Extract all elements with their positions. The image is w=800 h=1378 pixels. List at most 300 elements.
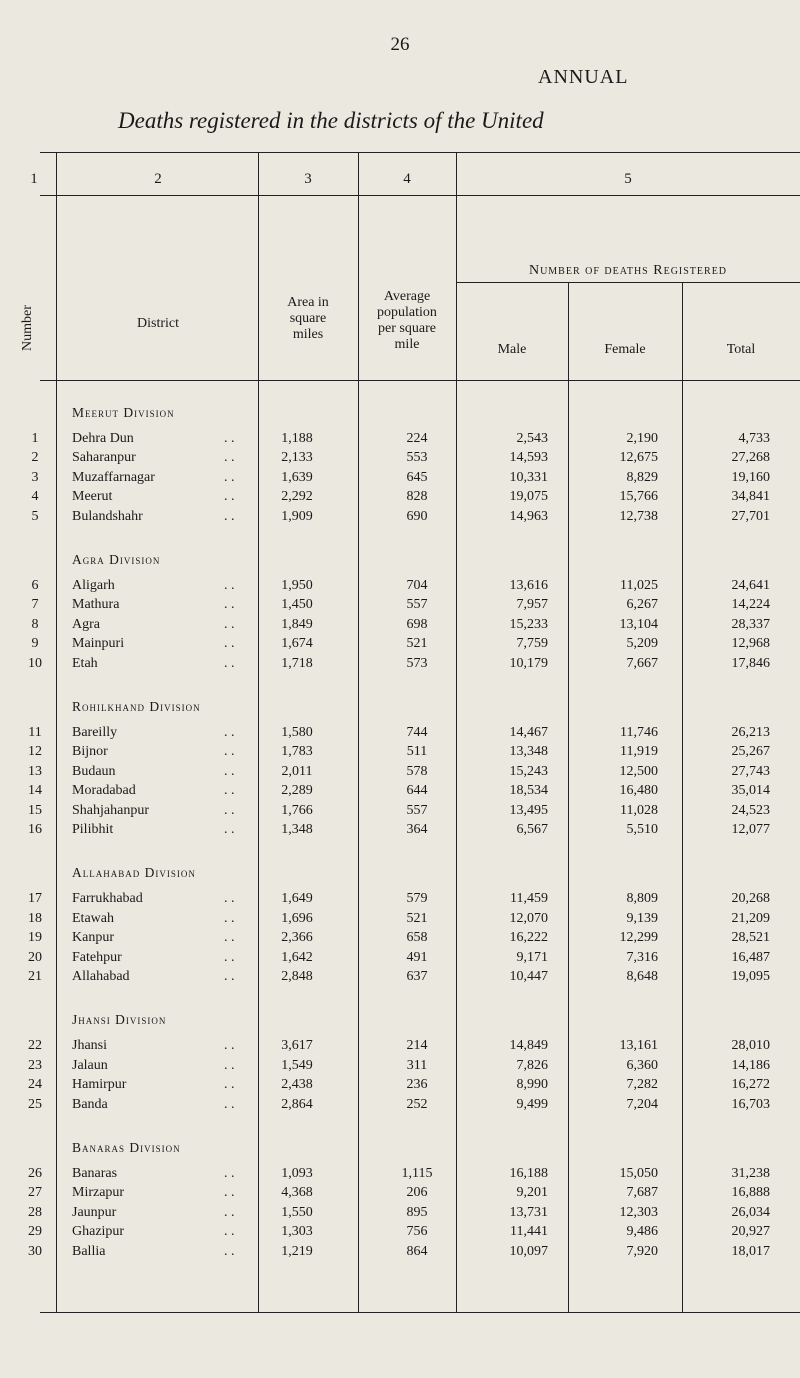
header-area — [258, 295, 358, 343]
row-number: 8 — [31, 616, 39, 632]
area-sq-miles: 1,093 — [281, 1166, 313, 1181]
district-name: Muzaffarnagar — [72, 469, 155, 485]
row-number: 9 — [31, 636, 39, 652]
area-sq-miles: 1,303 — [281, 1224, 313, 1240]
total-deaths: 26,034 — [731, 1204, 770, 1220]
table-row — [0, 489, 800, 507]
leader-dots: . . — [224, 508, 235, 524]
row-number: 23 — [28, 1057, 42, 1073]
header-district: District — [137, 316, 179, 331]
leader-dots: . . — [224, 1166, 235, 1181]
leader-dots: . . — [224, 822, 235, 837]
male-deaths: 13,495 — [509, 802, 548, 818]
total-deaths: 16,272 — [731, 1077, 770, 1093]
table-row — [0, 656, 800, 674]
avg-population: 828 — [406, 489, 428, 505]
leader-dots: . . — [224, 802, 235, 818]
district-name: Jhansi — [72, 1038, 107, 1054]
male-deaths: 10,331 — [509, 469, 548, 485]
row-number: 30 — [28, 1243, 42, 1259]
avg-population: 573 — [406, 655, 428, 671]
avg-population: 553 — [406, 450, 428, 466]
table-row — [0, 891, 800, 909]
leader-dots: . . — [224, 1224, 235, 1240]
table-row — [0, 1038, 800, 1056]
table-row — [0, 822, 800, 840]
female-deaths: 11,746 — [620, 725, 658, 740]
table-row — [0, 578, 800, 596]
district-name: Bulandshahr — [72, 508, 143, 524]
table-row — [0, 1077, 800, 1095]
male-deaths: 16,188 — [509, 1166, 548, 1181]
header-number: Number — [20, 305, 35, 351]
district-name: Pilibhit — [72, 822, 114, 837]
female-deaths: 15,766 — [619, 489, 658, 505]
avg-population: 521 — [406, 910, 428, 926]
total-deaths: 28,337 — [731, 616, 770, 632]
leader-dots: . . — [224, 616, 235, 632]
total-deaths: 12,968 — [731, 636, 770, 652]
avg-population: 690 — [406, 508, 428, 524]
avg-population: 1,115 — [401, 1166, 433, 1181]
division-title: Meerut Division — [72, 405, 175, 420]
table-row — [0, 1185, 800, 1203]
male-deaths: 12,070 — [509, 910, 548, 926]
female-deaths: 11,919 — [620, 744, 658, 760]
avg-population: 864 — [406, 1243, 428, 1259]
table-row — [0, 431, 800, 449]
row-number: 15 — [28, 802, 42, 818]
table-row — [0, 617, 800, 635]
male-deaths: 9,201 — [516, 1185, 548, 1201]
female-deaths: 12,299 — [619, 930, 658, 946]
female-deaths: 2,190 — [626, 431, 658, 446]
leader-dots: . . — [224, 655, 235, 671]
leader-dots: . . — [224, 1243, 235, 1259]
row-number: 18 — [28, 910, 42, 926]
area-sq-miles: 2,292 — [281, 489, 313, 505]
male-deaths: 16,222 — [509, 930, 548, 946]
district-name: Etah — [72, 655, 98, 671]
leader-dots: . . — [224, 783, 235, 799]
female-deaths: 16,480 — [619, 783, 658, 799]
leader-dots: . . — [224, 930, 235, 946]
avg-population: 645 — [406, 469, 428, 485]
female-deaths: 12,303 — [619, 1204, 658, 1220]
header-area-line: Area in — [287, 295, 329, 310]
male-deaths: 14,849 — [509, 1038, 548, 1054]
colnum-2: 2 — [154, 171, 162, 187]
area-sq-miles: 1,674 — [281, 636, 313, 652]
header-pop-line: mile — [394, 337, 420, 352]
avg-population: 895 — [406, 1204, 428, 1220]
table-subtitle: Deaths registered in the districts of the United — [118, 108, 544, 133]
district-name: Meerut — [72, 489, 113, 505]
district-name: Etawah — [72, 910, 114, 926]
total-deaths: 28,010 — [731, 1038, 770, 1054]
avg-population: 756 — [406, 1224, 428, 1240]
row-number: 11 — [28, 725, 42, 740]
male-deaths: 13,731 — [509, 1204, 548, 1220]
total-deaths: 16,487 — [731, 949, 770, 965]
page-number: 26 — [390, 34, 410, 55]
leader-dots: . . — [224, 1057, 235, 1073]
male-deaths: 13,616 — [509, 578, 548, 593]
division-title: Jhansi Division — [72, 1012, 167, 1028]
avg-population: 704 — [406, 578, 428, 593]
total-deaths: 12,077 — [731, 822, 770, 837]
district-name: Ghazipur — [72, 1224, 125, 1240]
area-sq-miles: 1,696 — [281, 910, 313, 926]
leader-dots: . . — [224, 636, 235, 652]
rule-bottom — [40, 1312, 800, 1313]
row-number: 19 — [28, 930, 42, 946]
male-deaths: 14,467 — [509, 725, 548, 740]
row-number: 2 — [31, 450, 39, 466]
area-sq-miles: 1,639 — [281, 469, 313, 485]
total-deaths: 27,743 — [731, 763, 770, 779]
leader-dots: . . — [224, 469, 235, 485]
district-name: Ballia — [72, 1243, 106, 1259]
table-row — [0, 1205, 800, 1223]
female-deaths: 7,282 — [626, 1077, 658, 1093]
row-number: 26 — [28, 1166, 42, 1181]
table-row — [0, 783, 800, 801]
table-row — [0, 597, 800, 615]
total-deaths: 31,238 — [731, 1166, 770, 1181]
female-deaths: 12,738 — [619, 508, 658, 524]
leader-dots: . . — [224, 1077, 235, 1093]
header-pop-line: per square — [378, 321, 436, 336]
leader-dots: . . — [224, 744, 235, 760]
female-deaths: 7,204 — [626, 1096, 658, 1112]
header-annual: ANNUAL — [538, 66, 629, 88]
row-number: 24 — [28, 1077, 42, 1093]
division-title: Allahabad Division — [72, 865, 196, 881]
total-deaths: 26,213 — [731, 725, 770, 740]
leader-dots: . . — [224, 489, 235, 505]
row-number: 6 — [31, 578, 39, 593]
total-deaths: 18,017 — [731, 1243, 770, 1259]
leader-dots: . . — [224, 431, 235, 446]
division-title: Agra Division — [72, 552, 161, 567]
area-sq-miles: 4,368 — [281, 1185, 313, 1201]
male-deaths: 15,243 — [509, 763, 548, 779]
district-name: Mathura — [72, 597, 120, 613]
leader-dots: . . — [224, 763, 235, 779]
district-name: Banaras — [72, 1166, 118, 1181]
colnum-4: 4 — [403, 171, 411, 187]
rule-group — [456, 282, 800, 283]
table-row — [0, 725, 800, 743]
district-name: Banda — [72, 1096, 108, 1112]
header-total: Total — [726, 342, 756, 357]
district-name: Jaunpur — [72, 1204, 117, 1220]
male-deaths: 11,459 — [510, 891, 548, 907]
table-row — [0, 450, 800, 468]
male-deaths: 7,759 — [516, 636, 548, 652]
header-area-line: miles — [292, 327, 324, 342]
table-row — [0, 636, 800, 654]
row-number: 22 — [28, 1038, 42, 1054]
avg-population: 491 — [406, 949, 428, 965]
table-row — [0, 911, 800, 929]
area-sq-miles: 2,289 — [281, 783, 313, 799]
row-number: 4 — [31, 489, 39, 505]
table-row — [0, 803, 800, 821]
table-row — [0, 1058, 800, 1076]
area-sq-miles: 3,617 — [281, 1038, 313, 1054]
rule-header — [40, 380, 800, 381]
district-name: Kanpur — [72, 930, 114, 946]
male-deaths: 6,567 — [516, 822, 548, 837]
total-deaths: 14,224 — [731, 597, 770, 613]
district-name: Allahabad — [72, 969, 130, 984]
area-sq-miles: 2,366 — [281, 930, 313, 946]
total-deaths: 19,095 — [731, 969, 770, 984]
male-deaths: 7,826 — [516, 1057, 548, 1073]
male-deaths: 11,441 — [510, 1224, 548, 1240]
leader-dots: . . — [224, 725, 235, 740]
table-row — [0, 950, 800, 968]
male-deaths: 8,990 — [516, 1077, 548, 1093]
table-row — [0, 1244, 800, 1262]
table-row — [0, 744, 800, 762]
female-deaths: 12,500 — [619, 763, 658, 779]
total-deaths: 24,523 — [731, 802, 770, 818]
female-deaths: 8,809 — [626, 891, 658, 907]
female-deaths: 9,486 — [626, 1224, 658, 1240]
area-sq-miles: 1,649 — [281, 891, 313, 907]
colnum-3: 3 — [304, 171, 312, 187]
rule-top — [40, 152, 800, 153]
total-deaths: 34,841 — [731, 489, 770, 505]
table-row — [0, 1224, 800, 1242]
row-number: 27 — [28, 1185, 42, 1201]
table-row — [0, 764, 800, 782]
area-sq-miles: 1,549 — [281, 1057, 313, 1073]
avg-population: 698 — [406, 616, 428, 632]
row-number: 28 — [28, 1204, 42, 1220]
female-deaths: 11,028 — [620, 802, 658, 818]
male-deaths: 18,534 — [509, 783, 548, 799]
avg-population: 658 — [406, 930, 428, 946]
avg-population: 521 — [406, 636, 428, 652]
area-sq-miles: 1,718 — [281, 655, 313, 671]
avg-population: 236 — [406, 1077, 428, 1093]
leader-dots: . . — [224, 1204, 235, 1220]
area-sq-miles: 1,219 — [281, 1243, 313, 1259]
area-sq-miles: 1,909 — [281, 508, 313, 524]
division-title: Rohilkhand Division — [72, 699, 201, 714]
division-title: Banaras Division — [72, 1140, 181, 1155]
female-deaths: 7,316 — [626, 949, 658, 965]
area-sq-miles: 1,188 — [281, 431, 313, 446]
header-male: Male — [497, 342, 527, 357]
leader-dots: . . — [224, 891, 235, 907]
total-deaths: 16,703 — [731, 1096, 770, 1112]
total-deaths: 16,888 — [731, 1185, 770, 1201]
district-name: Bijnor — [72, 744, 108, 760]
row-number: 21 — [28, 969, 42, 984]
total-deaths: 28,521 — [731, 930, 770, 946]
avg-population: 206 — [406, 1185, 428, 1201]
avg-population: 557 — [406, 597, 428, 613]
male-deaths: 14,963 — [509, 508, 548, 524]
header-pop-line: population — [377, 305, 437, 320]
area-sq-miles: 2,133 — [281, 450, 313, 466]
colnum-5: 5 — [624, 171, 632, 187]
colnum-1: 1 — [30, 171, 38, 187]
female-deaths: 13,161 — [619, 1038, 658, 1054]
leader-dots: . . — [224, 969, 235, 984]
leader-dots: . . — [224, 1038, 235, 1054]
row-number: 16 — [28, 822, 42, 837]
male-deaths: 10,097 — [509, 1243, 548, 1259]
area-sq-miles: 1,950 — [281, 578, 313, 593]
avg-population: 637 — [406, 969, 428, 984]
total-deaths: 35,014 — [731, 783, 770, 799]
avg-population: 214 — [406, 1038, 428, 1054]
row-number: 5 — [31, 508, 39, 524]
area-sq-miles: 2,438 — [281, 1077, 313, 1093]
leader-dots: . . — [224, 910, 235, 926]
district-name: Aligarh — [72, 578, 115, 593]
female-deaths: 9,139 — [626, 910, 658, 926]
table-row — [0, 509, 800, 527]
district-name: Agra — [72, 616, 100, 632]
row-number: 1 — [31, 431, 39, 446]
district-name: Farrukhabad — [72, 891, 143, 907]
header-population — [358, 289, 456, 353]
avg-population: 744 — [406, 725, 428, 740]
area-sq-miles: 1,783 — [281, 744, 313, 760]
area-sq-miles: 2,011 — [281, 763, 313, 779]
table-row — [0, 969, 800, 987]
header-female: Female — [604, 342, 646, 357]
total-deaths: 25,267 — [731, 744, 770, 760]
avg-population: 252 — [406, 1096, 428, 1112]
header-deaths-registered: Number of deaths Registered — [528, 263, 728, 278]
row-number: 14 — [28, 783, 42, 799]
female-deaths: 8,648 — [626, 969, 658, 984]
avg-population: 644 — [406, 783, 428, 799]
male-deaths: 13,348 — [509, 744, 548, 760]
female-deaths: 7,920 — [626, 1243, 658, 1259]
male-deaths: 2,543 — [516, 431, 548, 446]
female-deaths: 7,667 — [626, 655, 658, 671]
avg-population: 364 — [406, 822, 428, 837]
total-deaths: 20,927 — [731, 1224, 770, 1240]
area-sq-miles: 2,864 — [281, 1096, 313, 1112]
avg-population: 579 — [406, 891, 428, 907]
header-pop-line: Average — [383, 289, 431, 304]
male-deaths: 19,075 — [509, 489, 548, 505]
row-number: 25 — [28, 1096, 42, 1112]
district-name: Hamirpur — [72, 1077, 127, 1093]
row-number: 29 — [28, 1224, 42, 1240]
area-sq-miles: 1,450 — [281, 597, 313, 613]
total-deaths: 24,641 — [731, 578, 770, 593]
area-sq-miles: 2,848 — [281, 969, 313, 984]
rule-colnums — [40, 195, 800, 196]
row-number: 12 — [28, 744, 42, 760]
total-deaths: 27,268 — [731, 450, 770, 466]
total-deaths: 21,209 — [731, 910, 770, 926]
leader-dots: . . — [224, 949, 235, 965]
female-deaths: 8,829 — [626, 469, 658, 485]
district-name: Mirzapur — [72, 1185, 125, 1201]
leader-dots: . . — [224, 450, 235, 466]
area-sq-miles: 1,580 — [281, 725, 313, 740]
row-number: 20 — [28, 949, 42, 965]
leader-dots: . . — [224, 578, 235, 593]
district-name: Jalaun — [72, 1057, 108, 1073]
total-deaths: 20,268 — [731, 891, 770, 907]
district-name: Budaun — [72, 763, 116, 779]
female-deaths: 15,050 — [619, 1166, 658, 1181]
district-name: Moradabad — [72, 783, 136, 799]
female-deaths: 13,104 — [619, 616, 658, 632]
avg-population: 224 — [406, 431, 428, 446]
table-row — [0, 1097, 800, 1115]
header-area-line: square — [289, 311, 327, 326]
male-deaths: 9,499 — [516, 1096, 548, 1112]
total-deaths: 19,160 — [731, 469, 770, 485]
district-name: Bareilly — [72, 725, 118, 740]
male-deaths: 9,171 — [516, 949, 548, 965]
area-sq-miles: 1,348 — [281, 822, 313, 837]
male-deaths: 15,233 — [509, 616, 548, 632]
table-row — [0, 470, 800, 488]
leader-dots: . . — [224, 597, 235, 613]
total-deaths: 14,186 — [731, 1057, 770, 1073]
leader-dots: . . — [224, 1096, 235, 1112]
male-deaths: 10,447 — [509, 969, 548, 984]
table-row — [0, 930, 800, 948]
district-name: Mainpuri — [72, 636, 125, 652]
avg-population: 511 — [406, 744, 428, 760]
district-name: Shahjahanpur — [72, 802, 149, 818]
district-name: Dehra Dun — [72, 431, 134, 446]
row-number: 3 — [31, 469, 39, 485]
row-number: 13 — [28, 763, 42, 779]
area-sq-miles: 1,849 — [281, 616, 313, 632]
area-sq-miles: 1,642 — [281, 949, 313, 965]
avg-population: 557 — [406, 802, 428, 818]
male-deaths: 10,179 — [509, 655, 548, 671]
male-deaths: 7,957 — [516, 597, 548, 613]
table-row — [0, 1166, 800, 1184]
row-number: 7 — [31, 597, 39, 613]
district-name: Saharanpur — [72, 450, 136, 466]
avg-population: 578 — [406, 763, 428, 779]
area-sq-miles: 1,550 — [281, 1204, 313, 1220]
female-deaths: 12,675 — [619, 450, 658, 466]
row-number: 17 — [28, 891, 42, 907]
area-sq-miles: 1,766 — [281, 802, 313, 818]
row-number: 10 — [28, 655, 42, 671]
total-deaths: 17,846 — [731, 655, 770, 671]
district-name: Fatehpur — [72, 949, 122, 965]
total-deaths: 4,733 — [738, 431, 770, 446]
leader-dots: . . — [224, 1185, 235, 1201]
female-deaths: 5,209 — [626, 636, 658, 652]
female-deaths: 7,687 — [626, 1185, 658, 1201]
total-deaths: 27,701 — [731, 508, 770, 524]
female-deaths: 5,510 — [626, 822, 658, 837]
female-deaths: 11,025 — [620, 578, 658, 593]
